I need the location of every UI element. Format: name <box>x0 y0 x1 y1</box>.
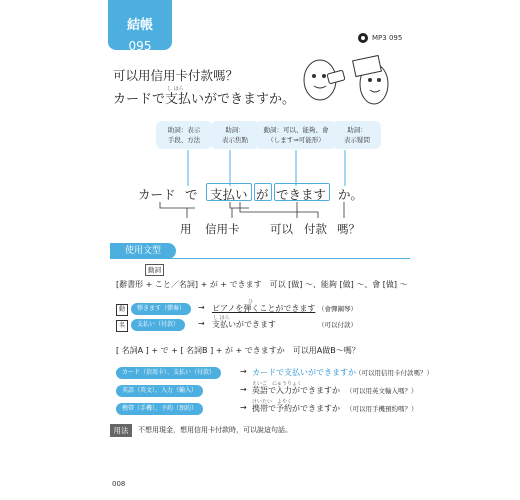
sentence-particle-ka: か。 <box>338 187 364 202</box>
pattern1-formula: [辭書形 + こと／名詞] + が + できます 可以 [做] ～、能夠 [做] ～、會 [做] ～ <box>116 280 408 289</box>
pattern1-ex2-ruby: し はら <box>213 315 230 321</box>
usage-text: 不想用現金，想用信用卡付款時，可以說這句話。 <box>138 426 292 434</box>
translation-question: 嗎？ <box>337 222 360 236</box>
pattern1-tag: 動詞 <box>145 264 164 276</box>
sentence-word-card: カード <box>138 187 176 202</box>
pattern1-ex1-sentence: ピアノを弾くことができます <box>212 304 316 313</box>
title-japanese: カードで し はら 支払いができますか。 <box>113 86 296 107</box>
pattern1-ex2-arrow: → <box>198 319 205 328</box>
pattern1-ex1-arrow: → <box>198 303 205 312</box>
pattern2-row3-arrow: → <box>240 403 247 412</box>
pattern2-row3-ruby: けいたい よやく <box>252 399 293 405</box>
pattern2-row1-pill: カード（信用卡）、支払い（付款） <box>116 367 221 379</box>
bubble-question: 助詞： 表示疑問 <box>333 121 381 149</box>
lesson-number: 095 <box>128 39 152 53</box>
pattern2-row3-sentence: 携帯で予約ができますか <box>252 404 340 413</box>
pattern2-row2-meaning: （可以用英文輸入嗎？） <box>346 387 418 395</box>
pattern2-row2-ruby: えいご にゅうりょく <box>252 381 302 387</box>
section-divider <box>110 258 410 259</box>
audio-label: MP3 095 <box>372 34 403 42</box>
pattern1-ex1-pill: 弾きます（彈奏） <box>131 303 191 315</box>
pattern2-row1-arrow: → <box>240 367 247 376</box>
bubble-focus: 助詞： 表示焦點 <box>211 121 259 149</box>
pattern1-ex2-sentence: 支払いができます <box>212 320 276 329</box>
pattern1-ex1-mark: 動 <box>116 304 128 316</box>
pattern2-row3-pill: 携帯（手機）、予約（預約） <box>116 403 203 415</box>
translation-use: 用 <box>180 222 192 236</box>
pattern2-row2-sentence: 英語で入力ができますか <box>252 386 340 395</box>
pattern2-formula: [ 名詞A ] + で + [ 名詞B ] + が + できますか 可以用A做B～嗎？ <box>116 346 360 355</box>
section-title: 使用文型 <box>110 243 176 259</box>
sentence-particle-ga: が <box>256 187 269 202</box>
sentence-particle-de: で <box>185 187 198 202</box>
sentence-word-payment: 支払い <box>210 187 248 202</box>
title-ruby: し はら <box>167 86 184 92</box>
pattern2-row2-arrow: → <box>240 385 247 394</box>
page-number: 008 <box>112 480 126 488</box>
lesson-label: 結帳 <box>126 18 153 33</box>
pattern1-ex2-meaning: （可以付款） <box>318 321 357 329</box>
bubble-means: 助詞：表示 手段、方法 <box>156 121 212 149</box>
pattern2-row2-pill: 英語（英文）、入力（輸入） <box>116 385 203 397</box>
pattern1-ex2-pill: 支払い（付款） <box>131 319 185 331</box>
title-chinese: 可以用信用卡付款嗎？ <box>113 68 239 83</box>
translation-pay: 付款 <box>304 222 327 236</box>
pattern1-ex1-ruby: ひ <box>248 299 254 305</box>
pattern1-ex1-meaning: （會彈鋼琴） <box>318 305 357 313</box>
sentence-word-dekimasu: できます <box>276 187 327 202</box>
translation-credit-card: 信用卡 <box>205 222 240 236</box>
pattern2-row1-sentence: カードで支払いができますか <box>252 368 356 377</box>
pattern2-row3-meaning: （可以用手機預約嗎？） <box>346 405 418 413</box>
usage-tag: 用法 <box>110 424 132 437</box>
pattern1-ex2-mark: 名 <box>116 320 128 332</box>
pattern2-row1-meaning: （可以用信用卡付款嗎？） <box>355 369 433 377</box>
connector-lines <box>0 0 520 240</box>
bubble-verb: 動詞：可以、能夠、會 （します⇒可能形） <box>255 121 337 149</box>
translation-can: 可以 <box>270 222 293 236</box>
